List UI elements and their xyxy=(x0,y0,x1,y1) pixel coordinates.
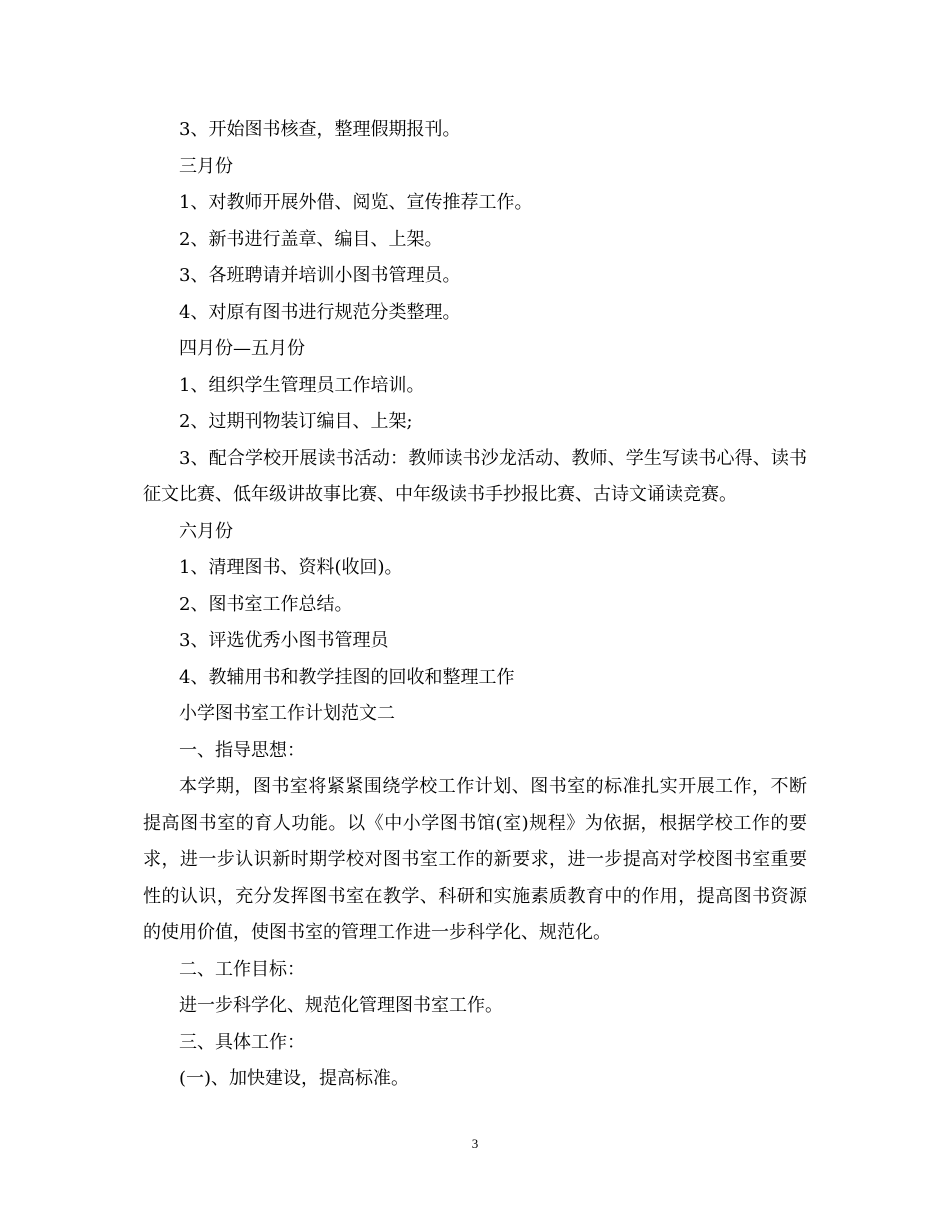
paragraph: 本学期，图书室将紧紧围绕学校工作计划、图书室的标准扎实开展工作，不断提高图书室的育人功能。以《中小学图书馆(室)规程》为依据，根据学校工作的要求，进一步认识新时期学校对图书室工作的新要求，进一步提高对学校图书室重要性的认识，充分发挥图书室在教学、科研和实施素质教育中的作用，提高图书资源的使用价值，使图书室的管理工作进一步科学化、规范化。 xyxy=(143,776,807,943)
paragraph: 2、过期刊物装订编目、上架; xyxy=(179,411,413,432)
paragraph: 3、各班聘请并培训小图书管理员。 xyxy=(179,265,461,286)
paragraph: 3、评选优秀小图书管理员 xyxy=(179,630,389,651)
paragraph: 2、新书进行盖章、编目、上架。 xyxy=(179,228,443,250)
paragraph: 1、组织学生管理员工作培训。 xyxy=(179,374,425,396)
paragraph: 进一步科学化、规范化管理图书室工作。 xyxy=(179,995,503,1016)
document-title-sample-two: 小学图书室工作计划范文二 xyxy=(179,703,395,724)
paragraph: 2、图书室工作总结。 xyxy=(179,593,353,615)
page-number: 3 xyxy=(471,1136,479,1151)
paragraph: 3、开始图书核查，整理假期报刊。 xyxy=(179,119,461,140)
paragraph: 4、对原有图书进行规范分类整理。 xyxy=(179,301,461,323)
paragraph: 1、对教师开展外借、阅览、宣传推荐工作。 xyxy=(179,192,533,213)
section-heading-march: 三月份 xyxy=(179,155,233,177)
paragraph: 3、配合学校开展读书活动：教师读书沙龙活动、教师、学生写读书心得、读书征文比赛、低年级讲故事比赛、中年级读书手抄报比赛、古诗文诵读竞赛。 xyxy=(143,447,807,505)
section-heading-guiding-ideology: 一、指导思想： xyxy=(179,739,305,761)
document-body xyxy=(143,112,807,1098)
section-heading-june: 六月份 xyxy=(179,520,233,542)
section-heading-specific-work: 三、具体工作： xyxy=(179,1031,305,1053)
paragraph: (一)、加快建设，提高标准。 xyxy=(179,1068,410,1089)
section-heading-april-may: 四月份—五月份 xyxy=(179,338,305,359)
section-heading-work-goals: 二、工作目标： xyxy=(179,958,305,980)
paragraph: 1、清理图书、资料(收回)。 xyxy=(179,557,403,578)
paragraph: 4、教辅用书和教学挂图的回收和整理工作 xyxy=(179,666,515,688)
